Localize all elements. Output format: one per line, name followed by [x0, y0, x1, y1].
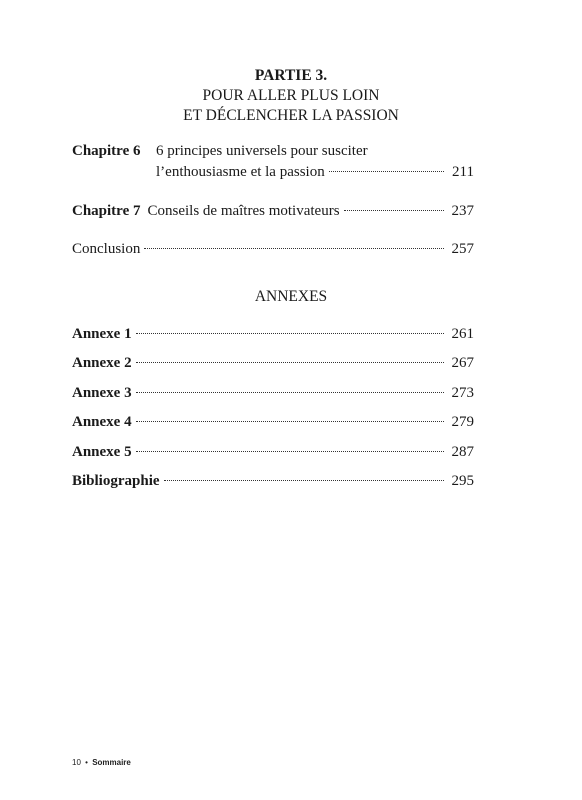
dot-leader [136, 420, 444, 422]
part-title-line-1: POUR ALLER PLUS LOIN [202, 87, 380, 104]
chapter-6-page: 211 [452, 164, 474, 180]
chapter-6-label: Chapitre 6 [72, 143, 141, 159]
footer-page-number: 10 [72, 758, 81, 767]
toc-entry-chapter-6[interactable] [156, 162, 474, 182]
toc-entry-annexe-2[interactable] [72, 353, 474, 373]
dot-leader [344, 209, 444, 211]
part-title-line-2: ET DÉCLENCHER LA PASSION [183, 107, 399, 124]
toc-entry-annexe-5[interactable] [72, 442, 474, 462]
annexe-label: Annexe 3 [72, 385, 132, 401]
toc-entry-conclusion[interactable] [72, 239, 474, 259]
toc-entry-annexe-3[interactable] [72, 383, 474, 403]
chapter-6-title-line-1: 6 principes universels pour susciter [156, 143, 368, 159]
page-footer [72, 758, 131, 767]
dot-leader [164, 479, 444, 481]
footer-separator: • [85, 758, 88, 767]
dot-leader [136, 391, 444, 393]
dot-leader [136, 361, 444, 363]
annexes-heading: ANNEXES [254, 288, 328, 305]
annexe-label: Annexe 1 [72, 326, 132, 342]
chapter-7-page: 237 [451, 203, 474, 219]
toc-entry-annexe-4[interactable] [72, 412, 474, 432]
toc-entry-annexe-1[interactable] [72, 324, 474, 344]
chapter-7-title: Conseils de maîtres motivateurs [147, 203, 340, 219]
toc-entry-chapter-7[interactable] [72, 201, 474, 221]
dot-leader [136, 450, 444, 452]
chapter-6-title-line-2: l’enthousiasme et la passion [156, 164, 325, 180]
toc-entry-bibliographie[interactable] [72, 471, 474, 491]
annexe-page: 287 [451, 444, 474, 460]
annexe-label: Annexe 4 [72, 414, 132, 430]
dot-leader [329, 170, 444, 172]
bibliographie-page: 295 [451, 473, 474, 489]
annexe-label: Annexe 5 [72, 444, 132, 460]
dot-leader [144, 247, 444, 249]
footer-section: Sommaire [92, 758, 131, 767]
annexe-page: 267 [451, 355, 474, 371]
conclusion-page: 257 [451, 241, 474, 257]
annexe-page: 279 [451, 414, 474, 430]
annexe-page: 261 [451, 326, 474, 342]
annexe-page: 273 [451, 385, 474, 401]
chapter-7-label: Chapitre 7 [72, 203, 141, 219]
conclusion-label: Conclusion [72, 241, 141, 257]
dot-leader [136, 332, 444, 334]
annexe-label: Annexe 2 [72, 355, 132, 371]
part-number: PARTIE 3. [254, 67, 328, 84]
part-heading [0, 66, 582, 126]
bibliographie-label: Bibliographie [72, 473, 160, 489]
